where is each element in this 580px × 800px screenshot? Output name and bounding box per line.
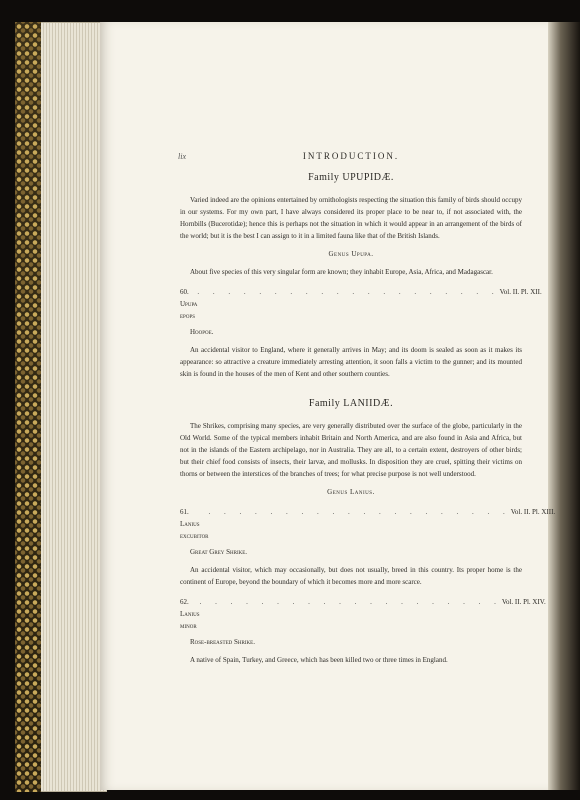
common-name: Rose-breasted Shrike. [190, 638, 255, 646]
running-title: INTRODUCTION. [302, 151, 400, 161]
genus-lanius-heading: Genus Lanius. [327, 488, 375, 496]
species-name: 61. Lanius excubitor [180, 508, 209, 540]
plate-reference: Vol. II. Pl. XII. [499, 288, 542, 296]
plate-reference: Vol. II. Pl. XIII. [510, 508, 556, 516]
leader-dots: . . . . . . . . . . . . . . . . . . . . [199, 598, 502, 606]
family-laniidae-title: Family LANIIDÆ. [308, 398, 394, 409]
species-description: An accidental visitor to England, where it generally arrives in May; and its doom is sealed as soon as it makes its appearance: so attractive a creature immediately arresting attention, it soon falls a victim to the gunner; and its mounted skin is found in the houses of the men of Kent and other southern counties. [180, 346, 522, 378]
species-entry-61 [180, 506, 556, 542]
species-name: 60. Upupa epops [180, 288, 198, 320]
family-upupidae-intro: Varied indeed are the opinions entertained by ornithologists respecting the situation this family of birds should occupy in our systems. For my own part, I have always considered its proper place to be near to, if not associated with, the Hornbills (Bucerotidæ); hence this is perhaps not the situation in which it would appear in an arrangement of the birds of the world; but it is the best I can assign to it in a limited fauna like that of the British Islands. [180, 196, 522, 240]
gilt-cover-edge [15, 22, 43, 792]
species-description: An accidental visitor, which may occasionally, but does not usually, breed in this country. Its proper home is the continent of Europe, beyond the boundary of which it becomes more and more scarce. [180, 566, 522, 586]
common-name: Great Grey Shrike. [190, 548, 248, 556]
species-name: 62. Lanius minor [180, 598, 200, 630]
leader-dots: . . . . . . . . . . . . . . . . . . . . [208, 508, 511, 516]
page-block-edges [41, 22, 107, 792]
page-number: lix [178, 152, 186, 161]
plate-reference: Vol. II. Pl. XIV. [501, 598, 546, 606]
species-entry-60 [180, 286, 542, 322]
gutter-shadow [548, 22, 580, 790]
species-description: A native of Spain, Turkey, and Greece, which has been killed two or three times in England. [190, 656, 448, 664]
family-upupidae-title: Family UPUPIDÆ. [308, 172, 394, 183]
species-entry-62 [180, 596, 546, 632]
leader-dots: . . . . . . . . . . . . . . . . . . . . [197, 288, 500, 296]
page-text [178, 150, 556, 672]
genus-upupa-text: About five species of this very singular form are known; they inhabit Europe, Asia, Africa, and Madagascar. [190, 268, 493, 276]
running-head [180, 150, 522, 164]
common-name: Hoopoe. [190, 328, 214, 336]
family-laniidae-intro: The Shrikes, comprising many species, are very generally distributed over the surface of the globe, particularly in the Old World. Some of the typical members inhabit Britain and North America, and are also found in Asia and Africa, but not in the islands of the Eastern archipelago, nor in Australia. They are all, to a certain extent, destroyers of other birds; but their chief food consists of insects, their larvæ, and mollusks. In disposition they are cruel, spitting their victims on thorns or between the interstices of the branches of trees; for what precise purpose is not well understood. [180, 422, 522, 478]
genus-upupa-heading: Genus Upupa. [328, 250, 374, 258]
